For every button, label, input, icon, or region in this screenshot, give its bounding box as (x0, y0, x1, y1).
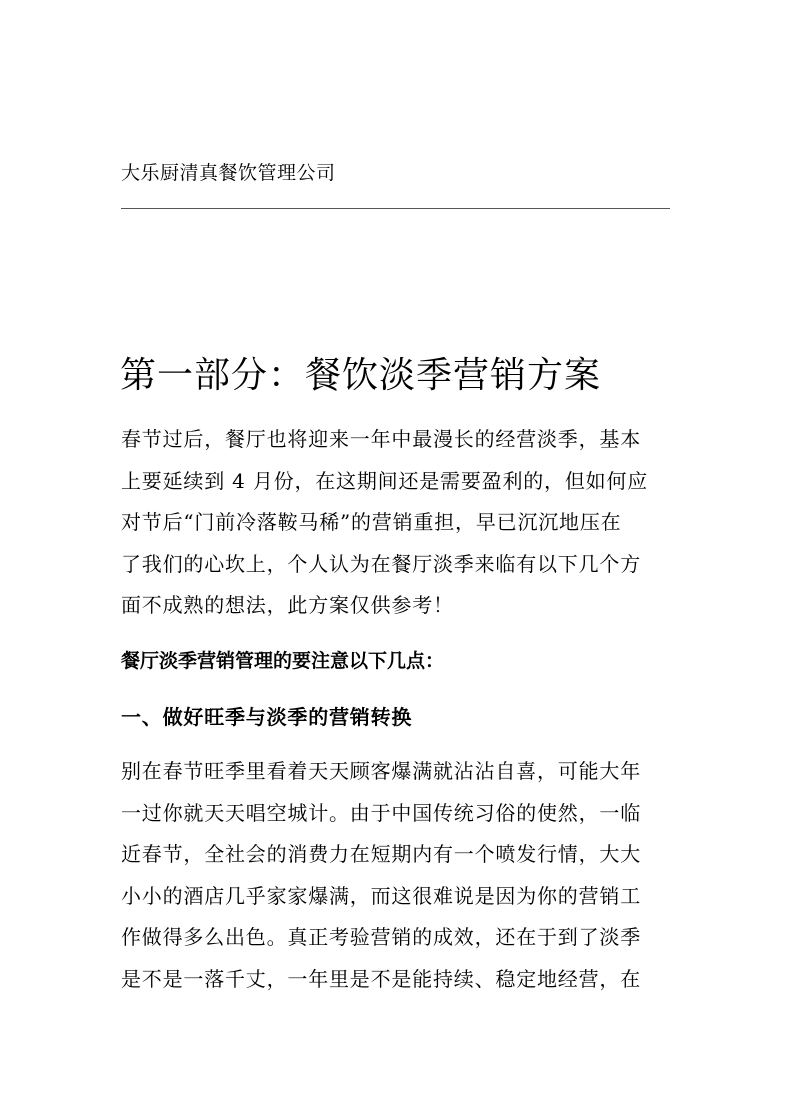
section-paragraph (121, 751, 661, 1000)
intro-line: 上要延续到 4 月份，在这期间还是需要盈利的，但如何应 (121, 468, 649, 493)
key-points-heading: 餐厅淡季营销管理的要注意以下几点： (121, 650, 445, 672)
company-header: 大乐厨清真餐饮管理公司 (121, 162, 336, 184)
header-divider (121, 208, 670, 209)
section-line: 近春节，全社会的消费力在短期内有一个喷发行情，大大 (121, 842, 641, 866)
section-line: 小小的酒店几乎家家爆满，而这很难说是因为你的营销工 (121, 883, 641, 908)
section-heading: 一、做好旺季与淡季的营销转换 (121, 705, 413, 729)
section-line: 别在春节旺季里看着天天顾客爆满就沾沾自喜，可能大年 (121, 759, 641, 783)
intro-line: 对节后“门前冷落鞍马稀”的营销重担，早已沉沉地压在 (121, 510, 622, 534)
intro-paragraph (121, 419, 661, 627)
section-line: 一过你就天天唱空城计。由于中国传统习俗的使然，一临 (121, 800, 641, 825)
section-line: 作做得多么出色。真正考验营销的成效，还在于到了淡季 (121, 925, 641, 949)
page-title: 第一部分：餐饮淡季营销方案 (120, 355, 602, 396)
section-line: 是不是一落千丈，一年里是不是能持续、稳定地经营，在 (121, 966, 641, 991)
intro-line: 春节过后，餐厅也将迎来一年中最漫长的经营淡季，基本 (121, 427, 641, 451)
intro-line: 面不成熟的想法，此方案仅供参考！ (121, 593, 454, 617)
intro-line: 了我们的心坎上，个人认为在餐厅淡季来临有以下几个方 (121, 551, 641, 576)
